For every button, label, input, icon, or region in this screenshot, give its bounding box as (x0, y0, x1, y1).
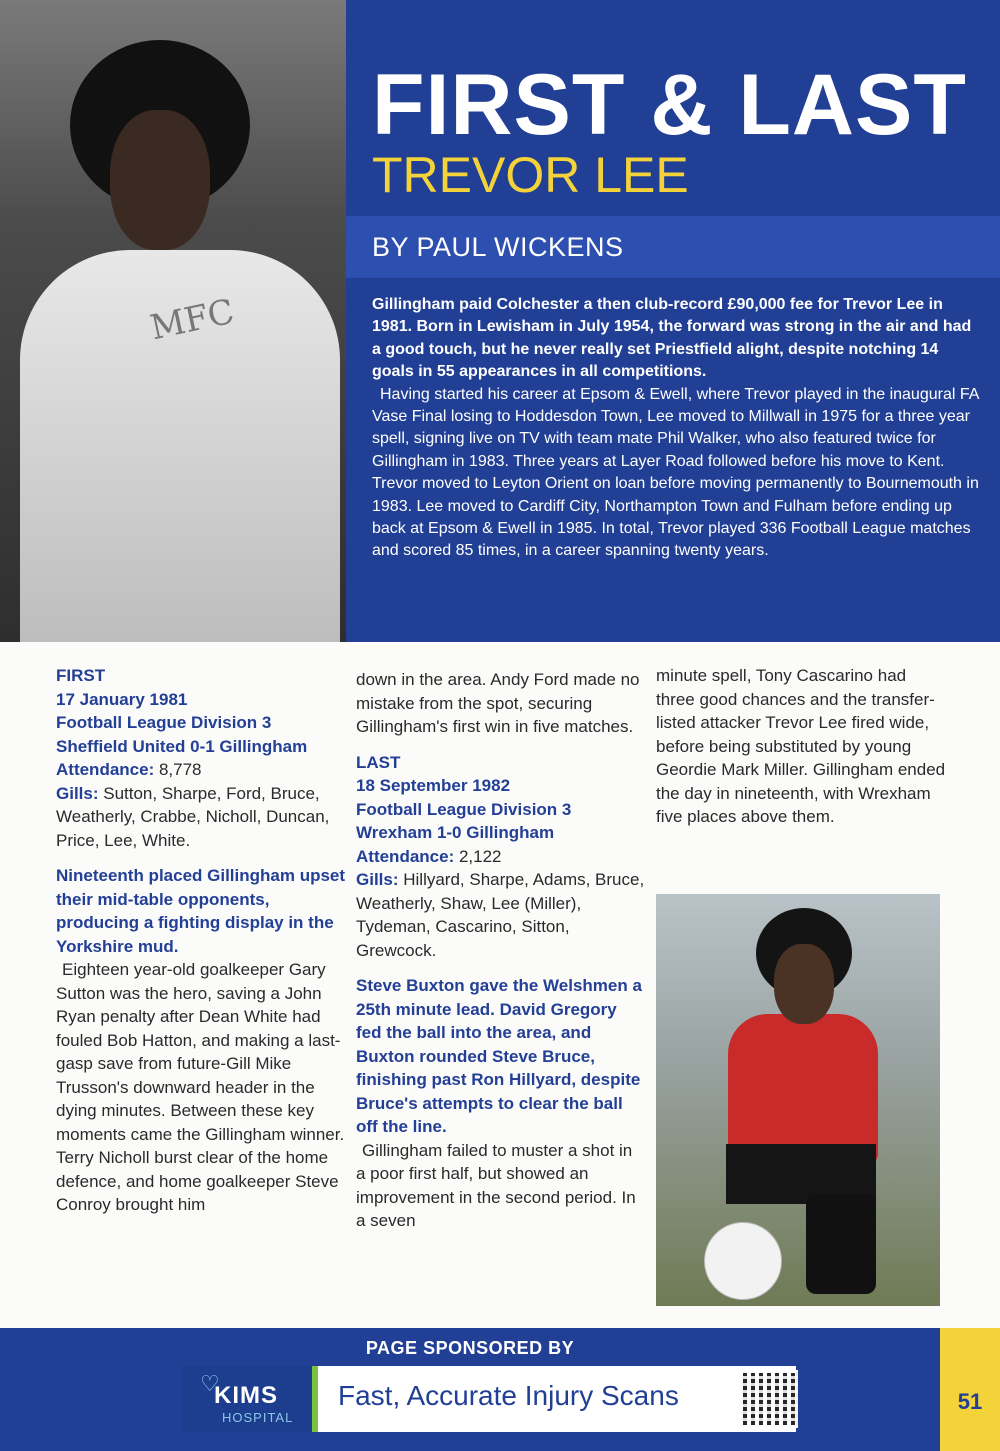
photo-face (110, 110, 210, 250)
last-label: LAST (356, 752, 401, 772)
last-gills-value: Hillyard, Sharpe, Adams, Bruce, Weatherly, Shaw, Lee (Miller), Tydeman, Cascarino, Sitton, Grewcock. (356, 870, 645, 960)
intro-text (372, 294, 982, 563)
first-attendance-label: Attendance: (56, 760, 155, 779)
football-icon (704, 1222, 782, 1300)
last-report: Gillingham failed to muster a shot in a poor first half, but showed an improvement in the second period. In a seven (356, 1140, 636, 1230)
sponsor-sub: HOSPITAL (222, 1410, 294, 1425)
last-attendance-value: 2,122 (454, 846, 502, 866)
first-competition: Football League Division 3 (56, 713, 272, 732)
qr-pattern (740, 1370, 798, 1428)
last-gills-label: Gills: (356, 870, 399, 889)
last-date: 18 September 1982 (356, 776, 511, 795)
column-middle (356, 668, 646, 1233)
sponsor-tagline: Fast, Accurate Injury Scans (338, 1380, 679, 1411)
first-standfirst: Nineteenth placed Gillingham upset their mid-table opponents, producing a fighting display in the Yorkshire mud. (56, 866, 346, 956)
first-report: Eighteen year-old goalkeeper Gary Sutton was the hero, saving a John Ryan penalty after Dean White had fouled Bob Hatton, and making a last-gasp save from future-Gill Mike Trusson's downward header in the dying minutes. Between these key moments came the Gillingham winner. Terry Nicholl burst clear of the home defence, and home goalkeeper Steve Conroy brought him (56, 960, 345, 1214)
header-panel (346, 0, 1000, 642)
photo-face-bottom (774, 944, 834, 1024)
last-attendance-label: Attendance: (356, 846, 455, 866)
first-lineup (56, 782, 346, 853)
first-label: FIRST (56, 666, 106, 685)
photo-red-shirt (728, 1014, 878, 1164)
first-attendance (56, 758, 346, 782)
intro-lead: Gillingham paid Colchester a then club-record £90,000 fee for Trevor Lee in 1981. Born in Lewisham in July 1954, the forward was strong in the air and had a good touch, but he never really set Priestfield alight, despite notching 14 goals in 55 appearances in all competitions. (372, 296, 972, 381)
first-fixture: Sheffield United 0-1 Gillingham (56, 736, 308, 756)
player-photo-top (0, 0, 346, 642)
page-title: FIRST & LAST (372, 57, 967, 153)
last-lineup (356, 868, 646, 962)
column-last (656, 664, 946, 829)
intro-body: Having started his career at Epsom & Ewell, where Trevor played in the inaugural FA Vase Final losing to Hoddesdon Town, Lee moved to Millwall in 1975 for a three year spell, signing live on TV with team mate Phil Walker, who also featured twice for Gillingham in 1983. Three years at Layer Road followed before his move to Kent. Trevor moved to Leyton Orient on loan before moving permanently to Bournemouth in 1983. Lee moved to Cardiff City, Northampton Town and Fulham before ending up back at Epsom & Ewell in 1985. In total, Trevor played 336 Football League matches and scored 85 times, in a career spanning twenty years. (372, 385, 979, 560)
sponsor-name: KIMS (214, 1382, 278, 1409)
page-subtitle: TREVOR LEE (372, 147, 689, 203)
first-date: 17 January 1981 (56, 689, 188, 709)
last-attendance (356, 845, 646, 869)
first-attendance-value: 8,778 (154, 760, 202, 779)
sponsor-logo[interactable] (182, 1366, 318, 1432)
first-gills-value: Sutton, Sharpe, Ford, Bruce, Weatherly, Crabbe, Nicholl, Duncan, Price, Lee, White. (56, 783, 330, 850)
last-report-continued: minute spell, Tony Cascarino had three good chances and the transfer-listed attacker Trevor Lee fired wide, before being substituted by young Geordie Mark Miller. Gillingham ended the day in nineteenth, with Wrexham five places above them. (656, 666, 946, 826)
shirt-crest: MFC (146, 291, 238, 349)
player-photo-bottom (656, 894, 940, 1306)
column-first (56, 664, 346, 1217)
last-competition: Football League Division 3 (356, 799, 572, 819)
first-gills-label: Gills: (56, 783, 99, 803)
heart-outline-icon: ♡ (200, 1372, 220, 1397)
last-standfirst: Steve Buxton gave the Welshmen a 25th minute lead. David Gregory fed the ball into the area, and Buxton rounded Steve Bruce, finishing past Ron Hillyard, despite Bruce's attempts to clear the ball off the line. (356, 976, 642, 1136)
last-fixture: Wrexham 1-0 Gillingham (356, 823, 555, 842)
first-report-continued: down in the area. Andy Ford made no mistake from the spot, securing Gillingham's first win in five matches. (356, 670, 640, 736)
byline: BY PAUL WICKENS (372, 232, 624, 262)
page-number: 51 (957, 1389, 983, 1414)
photo-leg (806, 1194, 876, 1294)
sponsor-label: PAGE SPONSORED BY (365, 1338, 575, 1358)
